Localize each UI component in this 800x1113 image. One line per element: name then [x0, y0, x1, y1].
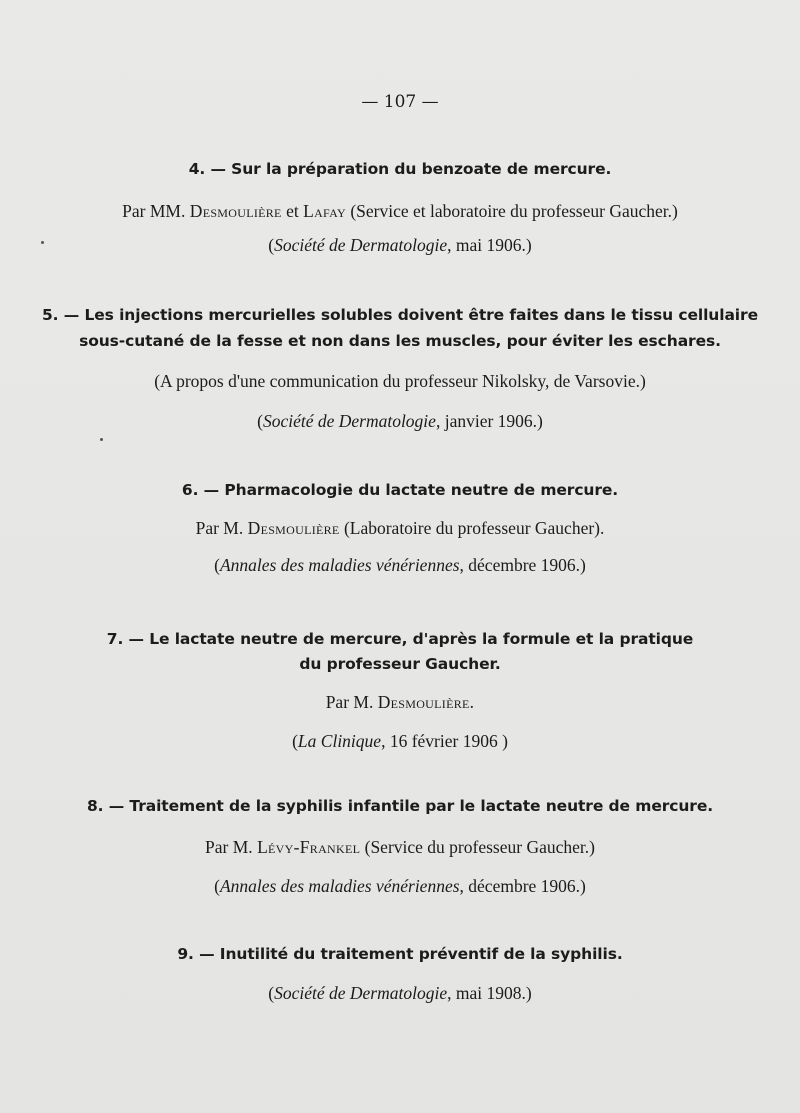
- author-name: Desmoulière.: [377, 692, 475, 712]
- entry-6-source: [0, 555, 800, 576]
- page-number: — 107 —: [361, 92, 439, 112]
- entry-6-byline: [0, 518, 800, 539]
- journal-name: Société de Dermatologie: [274, 235, 448, 255]
- journal-name: Société de Dermatologie: [262, 411, 436, 431]
- byline-prefix: Par M.: [195, 518, 244, 538]
- entry-5-source: [0, 411, 800, 432]
- byline-prefix: Par M.: [205, 837, 253, 857]
- entry-4-title: [0, 160, 800, 178]
- author-name: Desmoulière: [247, 518, 340, 538]
- byline-prefix: Par M.: [325, 692, 374, 712]
- byline-prefix: Par MM.: [122, 201, 186, 221]
- author-name: Lévy-Frankel: [257, 837, 361, 857]
- paren: (: [268, 235, 275, 255]
- source-date: , mai 1906.): [447, 235, 532, 255]
- entry-7-source: [0, 731, 800, 752]
- entry-4-number: 4.: [188, 160, 206, 178]
- entry-7-title-line-1: 7. — Le lactate neutre de mercure, d'après la formule et la pratique: [106, 630, 694, 648]
- entry-8-byline: [0, 837, 800, 858]
- paren: (: [292, 731, 298, 751]
- entry-5-note: (A propos d'une communication du professeur Nikolsky, de Varsovie.): [154, 371, 646, 391]
- entry-5-title-line-2: sous-cutané de la fesse et non dans les muscles, pour éviter les eschares.: [79, 332, 721, 350]
- paren: (: [257, 411, 263, 431]
- byline-affiliation: (Laboratoire du professeur Gaucher).: [343, 518, 605, 538]
- entry-4-title-text: — Sur la préparation du benzoate de mercure.: [210, 160, 612, 178]
- byline-affiliation: (Service et laboratoire du professeur Gaucher.): [350, 201, 678, 221]
- paren: (: [214, 555, 220, 575]
- source-date: , 16 février 1906 ): [381, 731, 508, 751]
- source-date: , décembre 1906.): [459, 876, 586, 896]
- entry-9-title: 9. — Inutilité du traitement préventif de la syphilis.: [177, 945, 623, 963]
- entry-4-source: [0, 235, 800, 256]
- source-date: , décembre 1906.): [459, 555, 586, 575]
- source-date: , mai 1908.): [447, 983, 532, 1003]
- entry-8-source: [0, 876, 800, 897]
- journal-name: Annales des maladies vénériennes: [219, 876, 460, 896]
- entry-7-title-line-2: du professeur Gaucher.: [299, 655, 501, 673]
- ink-speck: [100, 438, 103, 441]
- byline-affiliation: (Service du professeur Gaucher.): [364, 837, 595, 857]
- paren: (: [268, 983, 275, 1003]
- journal-name: La Clinique: [297, 731, 382, 751]
- entry-5-title-line-1: 5. — Les injections mercurielles solubles doivent être faites dans le tissu cellulaire: [42, 306, 758, 324]
- ink-speck: [41, 241, 44, 244]
- journal-name: Annales des maladies vénériennes: [219, 555, 460, 575]
- author-name: Lafay: [303, 201, 346, 221]
- journal-name: Société de Dermatologie: [274, 983, 448, 1003]
- entry-6-title: 6. — Pharmacologie du lactate neutre de mercure.: [181, 481, 619, 499]
- entry-7-byline: [0, 692, 800, 713]
- entry-4-byline: [0, 201, 800, 222]
- entry-9-source: [0, 983, 800, 1004]
- byline-join: et: [286, 201, 299, 221]
- paren: (: [214, 876, 220, 896]
- author-name: Desmoulière: [189, 201, 282, 221]
- source-date: , janvier 1906.): [435, 411, 543, 431]
- entry-8-title: 8. — Traitement de la syphilis infantile par le lactate neutre de mercure.: [86, 797, 714, 815]
